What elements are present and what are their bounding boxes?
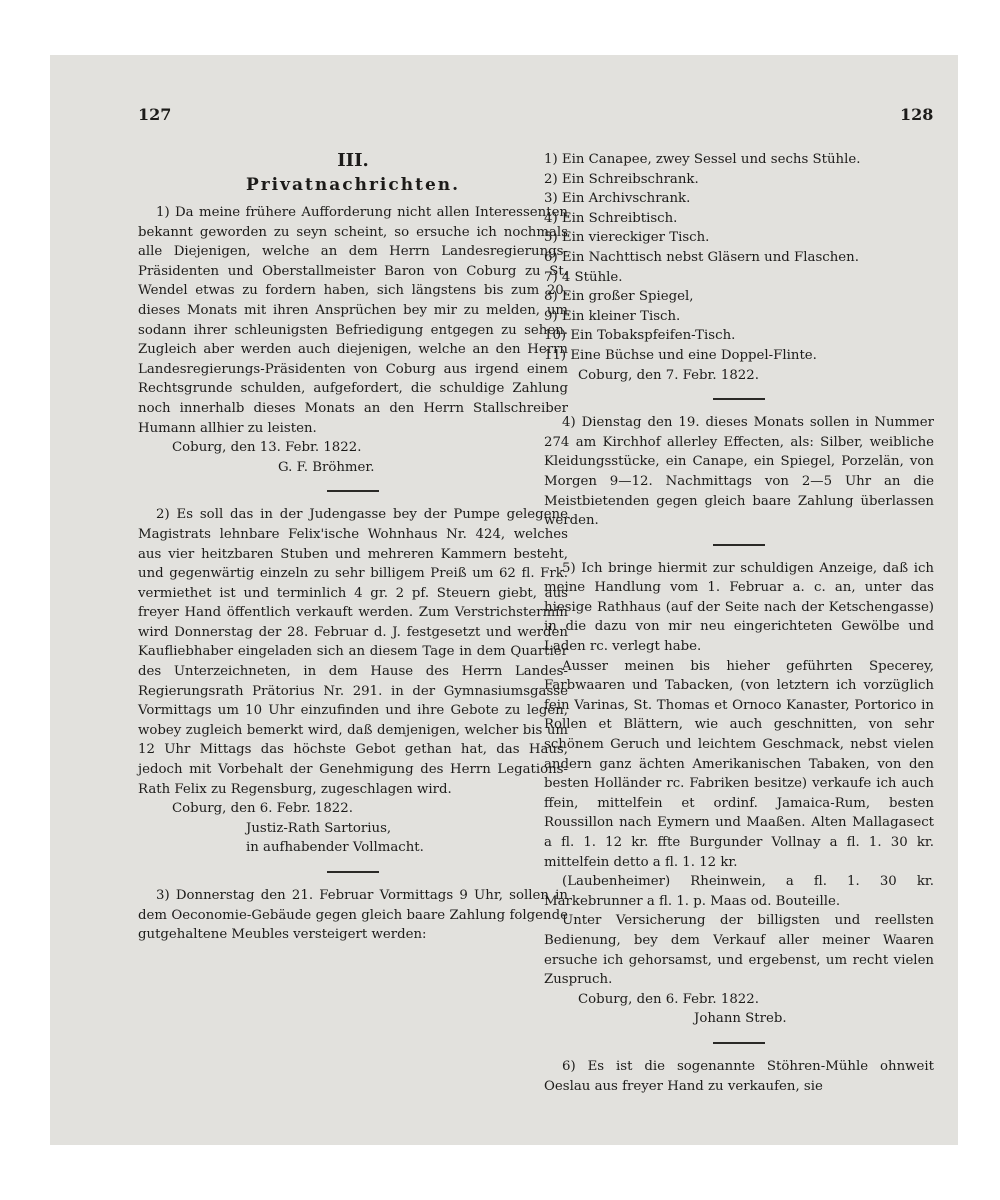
list-item: 11) Eine Büchse und eine Doppel-Flinte. [544,347,817,363]
list-item: 9) Ein kleiner Tisch. [544,308,681,324]
section-number: III. [337,150,369,171]
newspaper-page [50,55,958,1145]
notice-5-paragraph-1: 5) Ich bringe hiermit zur schuldigen Anzeige, daß ich meine Handlung vom 1. Februar a. c. an, unter das hiesige Rathhaus (auf der Seite nach der Ketschengasse) in die dazu von mir neu eingerichteten Gewölbe und Laden rc. verlegt habe. [544,560,934,655]
list-item: 2) Ein Schreibschrank. [544,171,699,187]
list-item: 5) Ein viereckiger Tisch. [544,230,710,246]
list-item: 4) Ein Schreibtisch. [544,210,678,226]
notice-5-paragraph-3: (Laubenheimer) Rheinwein, a fl. 1. 30 kr. Markebrunner a fl. 1. p. Maas od. Bouteille. [544,874,934,909]
notice-5-place-date: Coburg, den 6. Febr. 1822. [578,991,759,1007]
notice-2-signature-line-2: in aufhabender Vollmacht. [246,840,424,856]
separator-rule [713,1042,765,1044]
page-number-left: 127 [138,105,172,124]
separator-rule [713,544,765,546]
notice-2-text: 2) Es soll das in der Judengasse bey der Pumpe gelegene Magistrats lehnbare Felix'ische Wohnhaus Nr. 424, welches aus vier heitzbaren Stuben und mehreren Kammern besteht, und gegenwärtig einzeln zu sehr billigem Preiß um 62 fl. Frk. vermiethet ist und terminlich 4 gr. 2 pf. Steuern giebt, aus freyer Hand öffentlich verkauft werden. Zum Verstrichstermin wird Donnerstag der 28. Februar d. J. festgesetzt und werden Kaufliebhaber eingeladen sich an diesem Tage in dem Quartier des Unterzeichneten, in dem Hause des Herrn Landes-Regierungsrath Prätorius Nr. 291. in der Gymnasiumsgasse Vormittags um 10 Uhr einzufinden und ihre Gebote zu legen, wobey zugleich bemerkt wird, daß demjenigen, welcher bis um 12 Uhr Mittags das höchste Gebot gethan hat, das Haus, jedoch mit Vorbehalt der Genehmigung des Herrn Legations-Rath Felix zu Regensburg, zugeschlagen wird. [138,507,568,797]
list-item: 3) Ein Archivschrank. [544,191,691,207]
furniture-list [544,150,934,366]
list-item: 10) Ein Tobakspfeifen-Tisch. [544,328,736,344]
notice-1-text: 1) Da meine frühere Aufforderung nicht allen Interessenten bekannt geworden zu seyn scheint, so ersuche ich nochmals alle Diejenigen, welche an dem Herrn Landesregierungs-Präsidenten und Oberstallmeister Baron von Coburg zu St. Wendel etwas zu fordern haben, sich längstens bis zum 20. dieses Monats mit ihren Ansprüchen bey mir zu melden, um sodann ihrer schleunigsten Befriedigung entgegen zu sehen. Zugleich aber werden auch diejenigen, welche an den Herrn Landesregierungs-Präsidenten von Coburg aus irgend einem Rechtsgrunde schulden, aufgefordert, die schuldige Zahlung noch innerhalb dieses Monats an den Herrn Stallschreiber Humann allhier zu leisten. [138,205,568,436]
notice-3-place-date: Coburg, den 7. Febr. 1822. [578,367,759,383]
separator-rule [327,871,379,873]
separator-rule [713,398,765,400]
list-item: 1) Ein Canapee, zwey Sessel und sechs Stühle. [544,152,861,167]
notice-5-paragraph-4: Unter Versicherung der billigsten und reellsten Bedienung, bey dem Verkauf aller meiner Waaren ersuche ich gehorsamst, und ergebenst, um recht vielen Zuspruch. [544,913,934,988]
notice-2-place-date: Coburg, den 6. Febr. 1822. [172,801,353,817]
notice-5-paragraph-2: Ausser meinen bis hieher geführten Specerey, Farbwaaren und Tabacken, (von letztern ich vorzüglich fein Varinas, St. Thomas et Ornoco Kanaster, Portorico in Rollen et Blättern, wie auch geschnitten, von sehr schönem Geruch und leichtem Geschmack, nebst vielen andern ganz ächten Amerikanischen Tabaken, von den besten Holländer rc. Fabriken besitze) verkaufe ich auch ffein, mittelfein et ordinf. Jamaica-Rum, besten Roussillon nach Eymern und Maaßen. Alten Mallagasect a fl. 1. 12 kr. ffte Burgunder Vollnay a fl. 1. 30 kr. mittelfein detto a fl. 1. 12 kr. [544,658,934,870]
notice-3-text: 3) Donnerstag den 21. Februar Vormittags 9 Uhr, sollen in dem Oeconomie-Gebäude gegen gleich baare Zahlung folgende gutgehaltene Meubles versteigert werden: [138,888,568,943]
notice-1-place-date: Coburg, den 13. Febr. 1822. [172,440,362,456]
notice-2-signature-line-1: Justiz-Rath Sartorius, [246,820,392,836]
notice-1-signature: G. F. Bröhmer. [278,459,375,475]
notice-4-text: 4) Dienstag den 19. dieses Monats sollen in Nummer 274 am Kirchhof allerley Effecten, als: Silber, weibliche Kleidungsstücke, ein Canape, ein Spiegel, Porzelän, von Morgen 9—12. Nachmittags von 2—5 Uhr an die Meistbietenden gegen gleich baare Zahlung überlassen werden. [544,415,934,529]
list-item: 6) Ein Nachttisch nebst Gläsern und Flaschen. [544,249,859,265]
list-item: 7) 4 Stühle. [544,269,623,285]
page-number-right: 128 [900,105,934,124]
notice-5-signature: Johann Streb. [694,1011,787,1027]
notice-6-text: 6) Es ist die sogenannte Stöhren-Mühle ohnweit Oeslau aus freyer Hand zu verkaufen, sie [544,1058,934,1094]
right-column [544,150,934,1096]
list-item: 8) Ein großer Spiegel, [544,289,694,305]
left-column [138,150,568,945]
separator-rule [327,490,379,492]
section-title: Privatnachrichten. [245,175,461,195]
